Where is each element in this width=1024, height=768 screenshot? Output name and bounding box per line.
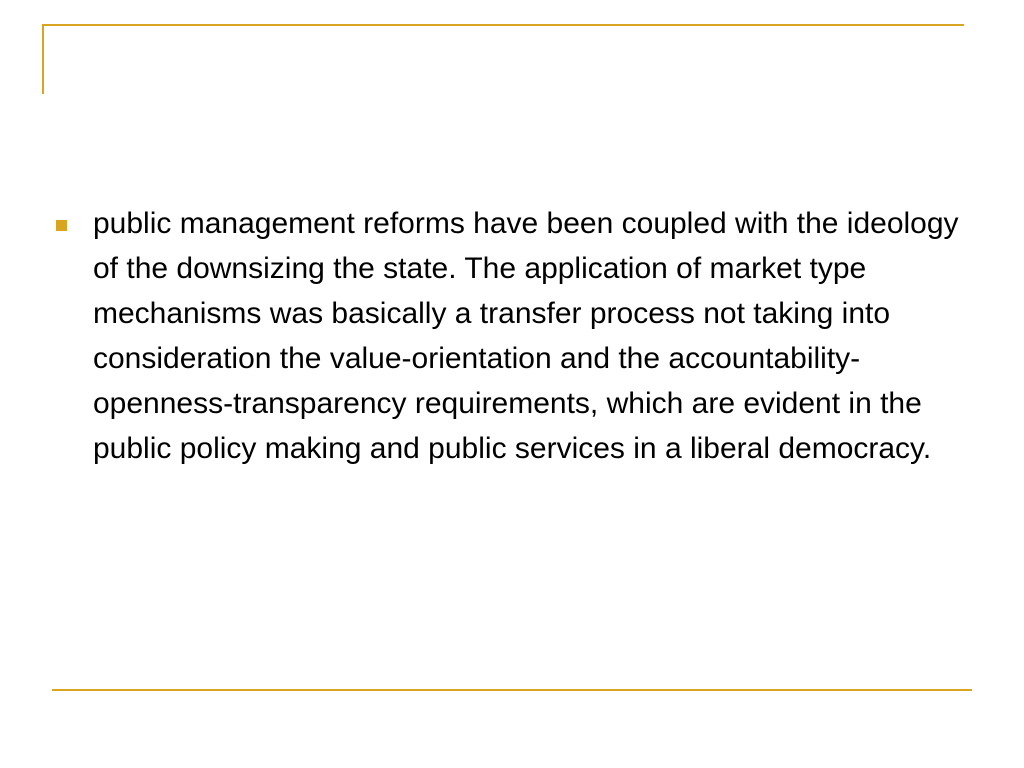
square-bullet-icon	[56, 220, 67, 231]
bottom-accent-rule	[52, 689, 972, 691]
bullet-text: public management reforms have been coupled with the ideology of the downsizing the state. The application of market type mechanisms was basically a transfer process not taking into consideration the value-orientation and the accountability-openness-transparency requirements, which are evident in the public policy making and public services in a liberal democracy.	[93, 207, 959, 465]
left-accent-rule	[42, 24, 44, 94]
slide-body	[56, 201, 976, 471]
top-accent-rule	[42, 24, 964, 26]
bullet-item	[56, 201, 976, 471]
